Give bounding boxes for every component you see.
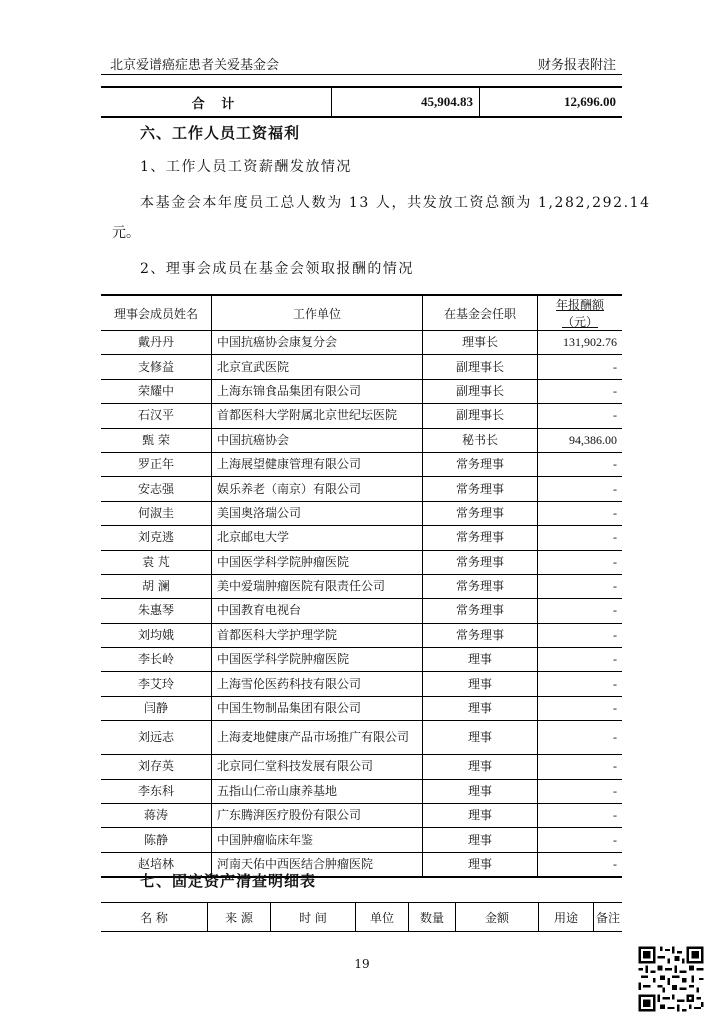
table-row	[101, 599, 622, 623]
member-annual-pay: -	[538, 828, 623, 852]
member-name: 罗正年	[101, 452, 212, 476]
subsection-6-2-title: 2、理事会成员在基金会领取报酬的情况	[140, 261, 414, 277]
asset-table-header	[101, 903, 622, 932]
member-employer: 首都医科大学附属北京世纪坛医院	[212, 404, 423, 428]
table-row	[101, 550, 622, 574]
member-employer: 北京邮电大学	[212, 526, 423, 550]
header-doc-title: 财务报表附注	[537, 58, 616, 73]
member-name: 赵培林	[101, 852, 212, 877]
member-employer: 上海东锦食品集团有限公司	[212, 379, 423, 403]
member-annual-pay: -	[538, 550, 623, 574]
member-name: 刘存英	[101, 755, 212, 779]
total-label: 合 计	[101, 87, 332, 117]
table-row	[101, 477, 622, 501]
member-employer: 中国医学科学院肿瘤医院	[212, 648, 423, 672]
asset-col-qty: 数量	[409, 903, 456, 932]
member-position: 常务理事	[423, 550, 538, 574]
section-6-title: 六、工作人员工资福利	[140, 124, 301, 142]
member-name: 荣耀中	[101, 379, 212, 403]
member-employer: 广东腾湃医疗股份有限公司	[212, 804, 423, 828]
member-position: 理事	[423, 804, 538, 828]
member-annual-pay: -	[538, 452, 623, 476]
member-employer: 中国抗癌协会康复分会	[212, 331, 423, 355]
asset-col-name: 名 称	[101, 903, 208, 932]
member-position: 常务理事	[423, 599, 538, 623]
member-position: 常务理事	[423, 574, 538, 598]
member-name: 何淑圭	[101, 501, 212, 525]
table-row	[101, 574, 622, 598]
member-name: 袁 芃	[101, 550, 212, 574]
header-divider	[101, 74, 622, 75]
member-employer: 中国生物制品集团有限公司	[212, 696, 423, 720]
member-position: 理事长	[423, 331, 538, 355]
member-annual-pay: 94,386.00	[538, 428, 623, 452]
member-annual-pay: -	[538, 696, 623, 720]
member-position: 常务理事	[423, 526, 538, 550]
member-annual-pay: -	[538, 623, 623, 647]
salary-paragraph-line2: 元。	[112, 225, 140, 241]
member-annual-pay: -	[538, 501, 623, 525]
member-name: 蒋涛	[101, 804, 212, 828]
member-annual-pay: -	[538, 379, 623, 403]
member-annual-pay: 131,902.76	[538, 331, 623, 355]
table-row	[101, 779, 622, 803]
member-annual-pay: -	[538, 574, 623, 598]
member-employer: 上海雪伦医药科技有限公司	[212, 672, 423, 696]
member-employer: 北京同仁堂科技发展有限公司	[212, 755, 423, 779]
member-employer: 中国医学科学院肿瘤医院	[212, 550, 423, 574]
member-position: 理事	[423, 721, 538, 755]
table-row	[101, 331, 622, 355]
table-row	[101, 804, 622, 828]
member-position: 常务理事	[423, 477, 538, 501]
member-annual-pay: -	[538, 477, 623, 501]
member-employer: 首都医科大学护理学院	[212, 623, 423, 647]
total-value-1: 45,904.83	[332, 87, 480, 117]
member-employer: 中国抗癌协会	[212, 428, 423, 452]
table-row	[101, 648, 622, 672]
member-name: 戴丹丹	[101, 331, 212, 355]
member-annual-pay: -	[538, 779, 623, 803]
member-employer: 上海麦地健康产品市场推广有限公司	[212, 721, 423, 755]
col-header-name: 理事会成员姓名	[101, 295, 212, 331]
member-annual-pay: -	[538, 648, 623, 672]
section-7-title: 七、固定资产清查明细表	[140, 872, 317, 890]
header-org: 北京爱谱癌症患者关爱基金会	[110, 58, 280, 73]
salary-paragraph-line1: 本基金会本年度员工总人数为 13 人，共发放工资总额为 1,282,292.14	[140, 195, 651, 211]
member-name: 李东科	[101, 779, 212, 803]
member-position: 理事	[423, 852, 538, 877]
col-header-employer: 工作单位	[212, 295, 423, 331]
asset-col-source: 来 源	[208, 903, 271, 932]
member-employer: 美国奥洛瑞公司	[212, 501, 423, 525]
table-row	[101, 721, 622, 755]
member-position: 理事	[423, 828, 538, 852]
member-annual-pay: -	[538, 526, 623, 550]
table-row	[101, 672, 622, 696]
member-annual-pay: -	[538, 672, 623, 696]
member-employer: 娱乐养老（南京）有限公司	[212, 477, 423, 501]
member-name: 刘均娥	[101, 623, 212, 647]
member-name: 胡 澜	[101, 574, 212, 598]
member-name: 石汉平	[101, 404, 212, 428]
member-employer: 北京宣武医院	[212, 355, 423, 379]
total-table	[101, 86, 622, 118]
member-annual-pay: -	[538, 755, 623, 779]
member-position: 理事	[423, 779, 538, 803]
member-name: 闫静	[101, 696, 212, 720]
col-header-annual-pay: 年报酬额（元）	[538, 295, 623, 331]
qr-code-icon	[636, 944, 706, 1014]
table-row	[101, 828, 622, 852]
fixed-asset-table	[101, 902, 622, 932]
member-position: 副理事长	[423, 355, 538, 379]
member-position: 秘书长	[423, 428, 538, 452]
member-employer: 美中爱瑞肿瘤医院有限责任公司	[212, 574, 423, 598]
member-annual-pay: -	[538, 721, 623, 755]
member-position: 副理事长	[423, 404, 538, 428]
table-row	[101, 755, 622, 779]
total-row	[101, 87, 622, 117]
table-row	[101, 526, 622, 550]
member-name: 陈静	[101, 828, 212, 852]
col-header-position: 在基金会任职	[423, 295, 538, 331]
member-annual-pay: -	[538, 404, 623, 428]
table-row	[101, 452, 622, 476]
asset-col-usage: 用途	[539, 903, 594, 932]
member-position: 常务理事	[423, 623, 538, 647]
subsection-6-1-title: 1、工作人员工资薪酬发放情况	[140, 159, 352, 175]
board-table-header	[101, 295, 622, 331]
table-row	[101, 379, 622, 403]
table-row	[101, 428, 622, 452]
member-position: 常务理事	[423, 452, 538, 476]
table-row	[101, 404, 622, 428]
member-employer: 中国肿瘤临床年鉴	[212, 828, 423, 852]
page-number: 19	[354, 957, 370, 971]
member-name: 刘克逃	[101, 526, 212, 550]
member-annual-pay: -	[538, 804, 623, 828]
member-employer: 中国教育电视台	[212, 599, 423, 623]
table-row	[101, 501, 622, 525]
asset-col-amount: 金额	[456, 903, 539, 932]
member-annual-pay: -	[538, 355, 623, 379]
asset-col-time: 时 间	[271, 903, 356, 932]
member-employer: 河南天佑中西医结合肿瘤医院	[212, 852, 423, 877]
member-position: 理事	[423, 648, 538, 672]
asset-col-remark: 备注	[594, 903, 623, 932]
member-position: 理事	[423, 755, 538, 779]
table-row	[101, 696, 622, 720]
member-employer: 上海展望健康管理有限公司	[212, 452, 423, 476]
board-compensation-table	[101, 294, 622, 878]
member-name: 支修益	[101, 355, 212, 379]
member-name: 李长岭	[101, 648, 212, 672]
member-annual-pay: -	[538, 599, 623, 623]
member-position: 副理事长	[423, 379, 538, 403]
total-value-2: 12,696.00	[480, 87, 623, 117]
table-row	[101, 355, 622, 379]
member-position: 理事	[423, 672, 538, 696]
table-row	[101, 623, 622, 647]
member-name: 刘远志	[101, 721, 212, 755]
member-annual-pay: -	[538, 852, 623, 877]
member-position: 理事	[423, 696, 538, 720]
member-name: 安志强	[101, 477, 212, 501]
member-employer: 五指山仁帝山康养基地	[212, 779, 423, 803]
member-name: 甄 荣	[101, 428, 212, 452]
member-position: 常务理事	[423, 501, 538, 525]
member-name: 朱惠琴	[101, 599, 212, 623]
asset-col-unit: 单位	[356, 903, 409, 932]
member-name: 李艾玲	[101, 672, 212, 696]
